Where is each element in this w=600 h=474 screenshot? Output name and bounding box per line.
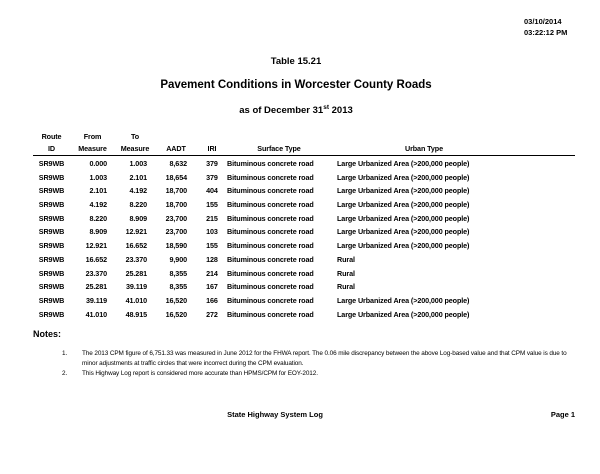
table-row	[33, 171, 575, 185]
cell-surface-type: Bituminous concrete road	[227, 282, 314, 292]
table-row	[33, 308, 575, 322]
as-of-prefix: as of December 31	[239, 105, 324, 116]
cell-surface-type: Bituminous concrete road	[227, 254, 314, 264]
col-header-route-id: Route	[41, 132, 62, 141]
cell-urban-type: Large Urbanized Area (>200,000 people)	[337, 295, 470, 305]
cell-route-id: SR9WB	[38, 200, 65, 210]
report-time: 03:22:12 PM	[524, 28, 568, 37]
cell-to-measure: 25.281	[125, 268, 147, 278]
page-title: Pavement Conditions in Worcester County Roads	[160, 79, 432, 91]
cell-route-id: SR9WB	[38, 227, 65, 237]
cell-aadt: 16,520	[165, 295, 187, 305]
cell-iri: 404	[206, 186, 218, 196]
col-header-iri	[197, 131, 227, 143]
cell-route-id: SR9WB	[38, 186, 65, 196]
note-number: 2.	[62, 370, 68, 377]
table-row	[33, 225, 575, 239]
cell-route-id: SR9WB	[38, 254, 65, 264]
cell-from-measure: 4.192	[89, 200, 107, 210]
cell-from-measure: 8.909	[89, 227, 107, 237]
cell-from-measure: 23.370	[85, 268, 107, 278]
col-header-from-measure: Measure	[78, 143, 107, 153]
table-number-title: Table 15.21	[270, 56, 322, 67]
cell-iri: 155	[206, 241, 218, 251]
cell-urban-type: Large Urbanized Area (>200,000 people)	[337, 186, 470, 196]
col-header-to-measure: Measure	[120, 143, 150, 153]
table-body	[33, 157, 575, 321]
cell-surface-type: Bituminous concrete road	[227, 213, 314, 223]
cell-to-measure: 8.220	[129, 200, 147, 210]
cell-to-measure: 48.915	[125, 309, 147, 319]
cell-iri: 379	[206, 172, 218, 182]
col-header-surface-type: Surface Type	[257, 143, 301, 153]
col-header-to-measure: To	[130, 132, 140, 141]
cell-aadt: 18,700	[165, 186, 187, 196]
col-header-surface-type	[227, 131, 331, 143]
cell-to-measure: 41.010	[125, 295, 147, 305]
cell-from-measure: 2.101	[89, 186, 107, 196]
cell-surface-type: Bituminous concrete road	[227, 186, 314, 196]
cell-iri: 215	[206, 213, 218, 223]
cell-urban-type: Rural	[337, 254, 355, 264]
cell-to-measure: 23.370	[125, 254, 147, 264]
table-row	[33, 157, 575, 171]
cell-route-id: SR9WB	[38, 241, 65, 251]
col-header-iri: IRI	[207, 143, 217, 153]
cell-route-id: SR9WB	[38, 172, 65, 182]
cell-to-measure: 12.921	[125, 227, 147, 237]
cell-urban-type: Large Urbanized Area (>200,000 people)	[337, 241, 470, 251]
report-date: 03/10/2014	[524, 17, 562, 26]
cell-surface-type: Bituminous concrete road	[227, 268, 314, 278]
cell-surface-type: Bituminous concrete road	[227, 200, 314, 210]
cell-aadt: 23,700	[165, 213, 187, 223]
page-number: Page 1	[550, 410, 575, 419]
note-text: This Highway Log report is considered more accurate than HPMS/CPM for EOY-2012.	[82, 370, 318, 377]
cell-from-measure: 8.220	[89, 213, 107, 223]
notes-heading: Notes:	[33, 329, 62, 339]
cell-urban-type: Large Urbanized Area (>200,000 people)	[337, 227, 470, 237]
table-header-line2	[33, 143, 575, 155]
cell-aadt: 9,900	[169, 254, 187, 264]
cell-iri: 166	[206, 295, 218, 305]
cell-from-measure: 39.119	[86, 295, 107, 305]
cell-surface-type: Bituminous concrete road	[227, 159, 314, 168]
col-header-urban-type: Urban Type	[404, 143, 443, 153]
cell-to-measure: 39.119	[126, 282, 147, 292]
cell-aadt: 8,355	[169, 268, 187, 278]
cell-aadt: 18,590	[165, 241, 187, 251]
cell-iri: 214	[206, 268, 218, 278]
cell-surface-type: Bituminous concrete road	[227, 227, 314, 237]
cell-iri: 167	[206, 282, 218, 292]
cell-aadt: 8,632	[169, 159, 187, 168]
note-text: The 2013 CPM figure of 6,751.33 was measured in June 2012 for the FHWA report. The 0.06 mile discrepancy between the above Log-based value and that CPM value is due to minor adjustments at traffic circles that were incorrect during the CPM evaluation.	[82, 350, 567, 367]
cell-urban-type: Large Urbanized Area (>200,000 people)	[337, 172, 470, 182]
col-header-aadt	[155, 131, 197, 143]
cell-urban-type: Large Urbanized Area (>200,000 people)	[337, 200, 470, 210]
cell-to-measure: 8.909	[129, 213, 147, 223]
table-row	[33, 184, 575, 198]
cell-from-measure: 25.281	[85, 282, 107, 292]
note-item	[62, 349, 573, 369]
cell-from-measure: 0.000	[89, 159, 107, 168]
note-item	[62, 369, 573, 379]
note-number: 1.	[62, 350, 68, 357]
cell-to-measure: 1.003	[129, 159, 147, 168]
table-row	[33, 198, 575, 212]
table-row	[33, 267, 575, 281]
cell-aadt: 23,700	[165, 227, 187, 237]
cell-to-measure: 16.652	[125, 241, 147, 251]
cell-route-id: SR9WB	[38, 159, 65, 168]
cell-route-id: SR9WB	[38, 282, 65, 292]
pavement-conditions-table	[33, 131, 575, 321]
as-of-subtitle	[0, 105, 592, 116]
cell-iri: 272	[206, 309, 218, 319]
table-row	[33, 294, 575, 308]
table-row	[33, 253, 575, 267]
cell-surface-type: Bituminous concrete road	[227, 172, 314, 182]
table-row	[33, 239, 575, 253]
cell-urban-type: Large Urbanized Area (>200,000 people)	[337, 309, 470, 319]
cell-from-measure: 41.010	[85, 309, 107, 319]
cell-aadt: 8,355	[169, 282, 187, 292]
col-header-aadt: AADT	[166, 143, 186, 153]
cell-iri: 379	[206, 159, 218, 168]
cell-surface-type: Bituminous concrete road	[227, 241, 314, 251]
col-header-from-measure: From	[83, 132, 102, 141]
col-header-route-id: ID	[48, 143, 55, 153]
cell-aadt: 18,700	[165, 200, 187, 210]
cell-iri: 128	[206, 254, 218, 264]
cell-route-id: SR9WB	[38, 213, 65, 223]
datetime-stamp	[524, 16, 567, 38]
table-row	[33, 280, 575, 294]
table-header-line1	[33, 131, 575, 143]
cell-urban-type: Rural	[337, 268, 355, 278]
cell-surface-type: Bituminous concrete road	[227, 309, 314, 319]
cell-iri: 155	[206, 200, 218, 210]
as-of-ordinal: st	[323, 103, 329, 111]
footer-report-name: State Highway System Log	[227, 410, 323, 419]
cell-from-measure: 12.921	[85, 241, 107, 251]
notes-list	[62, 349, 573, 379]
col-header-urban-type	[331, 131, 575, 143]
as-of-suffix: 2013	[328, 105, 353, 116]
cell-urban-type: Rural	[337, 282, 355, 292]
cell-aadt: 18,654	[165, 172, 187, 182]
header-rule	[33, 155, 575, 156]
cell-route-id: SR9WB	[38, 309, 65, 319]
cell-surface-type: Bituminous concrete road	[227, 295, 314, 305]
cell-to-measure: 2.101	[129, 172, 147, 182]
table-row	[33, 212, 575, 226]
cell-route-id: SR9WB	[38, 295, 65, 305]
cell-to-measure: 4.192	[129, 186, 147, 196]
cell-aadt: 16,520	[165, 309, 187, 319]
cell-iri: 103	[206, 227, 218, 237]
cell-from-measure: 16.652	[85, 254, 107, 264]
cell-from-measure: 1.003	[89, 172, 107, 182]
cell-route-id: SR9WB	[38, 268, 65, 278]
cell-urban-type: Large Urbanized Area (>200,000 people)	[337, 159, 470, 168]
cell-urban-type: Large Urbanized Area (>200,000 people)	[337, 213, 470, 223]
